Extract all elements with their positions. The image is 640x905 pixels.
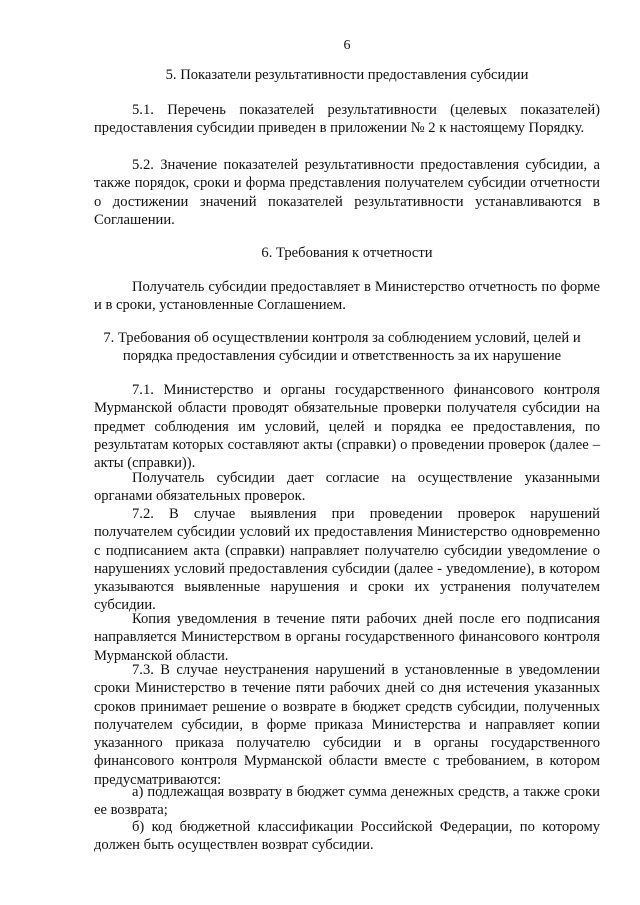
section-7-heading: 7. Требования об осуществлении контроля за соблюдением условий, целей и порядка предоставления субсидии и ответственность за их нарушение [103, 330, 581, 364]
section-6-heading: 6. Требования к отчетности [261, 245, 433, 261]
paragraph-5-2: 5.2. Значение показателей результативности предоставления субсидии, а также порядок, сроки и форма представления получателем субсидии отчетности о достижении значений показателей результативности устанавливаются в Соглашении. [94, 157, 600, 228]
paragraph-5-1: 5.1. Перечень показателей результативности (целевых показателей) предоставления субсидии приведен в приложении № 2 к настоящему Порядку. [94, 102, 600, 137]
paragraph-7-3: 7.3. В случае неустранения нарушений в установленные в уведомлении сроки Министерство в течение пяти рабочих дней со дня истечения указанных сроков принимает решение о возврате в бюджет средств субсидии, полученных получателем субсидии, в форме приказа Министерства и направляет копии указанного приказа получателю субсидии и в органы государственного финансового контроля Мурманской области вместе с требованием, в котором предусматриваются: [94, 662, 600, 788]
paragraph-7-3-b: б) код бюджетной классификации Российской Федерации, по которому должен быть осуществлен возврат субсидии. [94, 819, 600, 854]
paragraph-7-3-a: а) подлежащая возврату в бюджет сумма денежных средств, а также сроки ее возврата; [94, 784, 600, 819]
paragraph-7-2: 7.2. В случае выявления при проведении проверок нарушений получателем субсидии условий их предоставления Министерство одновременно с подписанием акта (справки) направляет получателю субсидии уведомление о нарушениях условий предоставления субсидии (далее - уведомление), в котором указываются выявленные нарушения и сроки их устранения получателем субсидии. [94, 506, 600, 614]
section-5-heading: 5. Показатели результативности предоставления субсидии [165, 67, 529, 83]
page-number: 6 [343, 38, 351, 53]
paragraph-7-1-consent: Получатель субсидии дает согласие на осуществление указанными органами обязательных проверок. [94, 470, 600, 505]
paragraph-7-1: 7.1. Министерство и органы государственного финансового контроля Мурманской области проводят обязательные проверки получателя субсидии на предмет соблюдения им условий, целей и порядка ее предоставления, по результатам которых составляют акты (справки) о проведении проверок (далее – акты (справки)). [94, 382, 600, 472]
paragraph-6-1: Получатель субсидии предоставляет в Министерство отчетность по форме и в сроки, установленные Соглашением. [94, 279, 600, 314]
paragraph-7-2-copy: Копия уведомления в течение пяти рабочих дней после его подписания направляется Министерством в органы государственного финансового контроля Мурманской области. [94, 611, 600, 664]
